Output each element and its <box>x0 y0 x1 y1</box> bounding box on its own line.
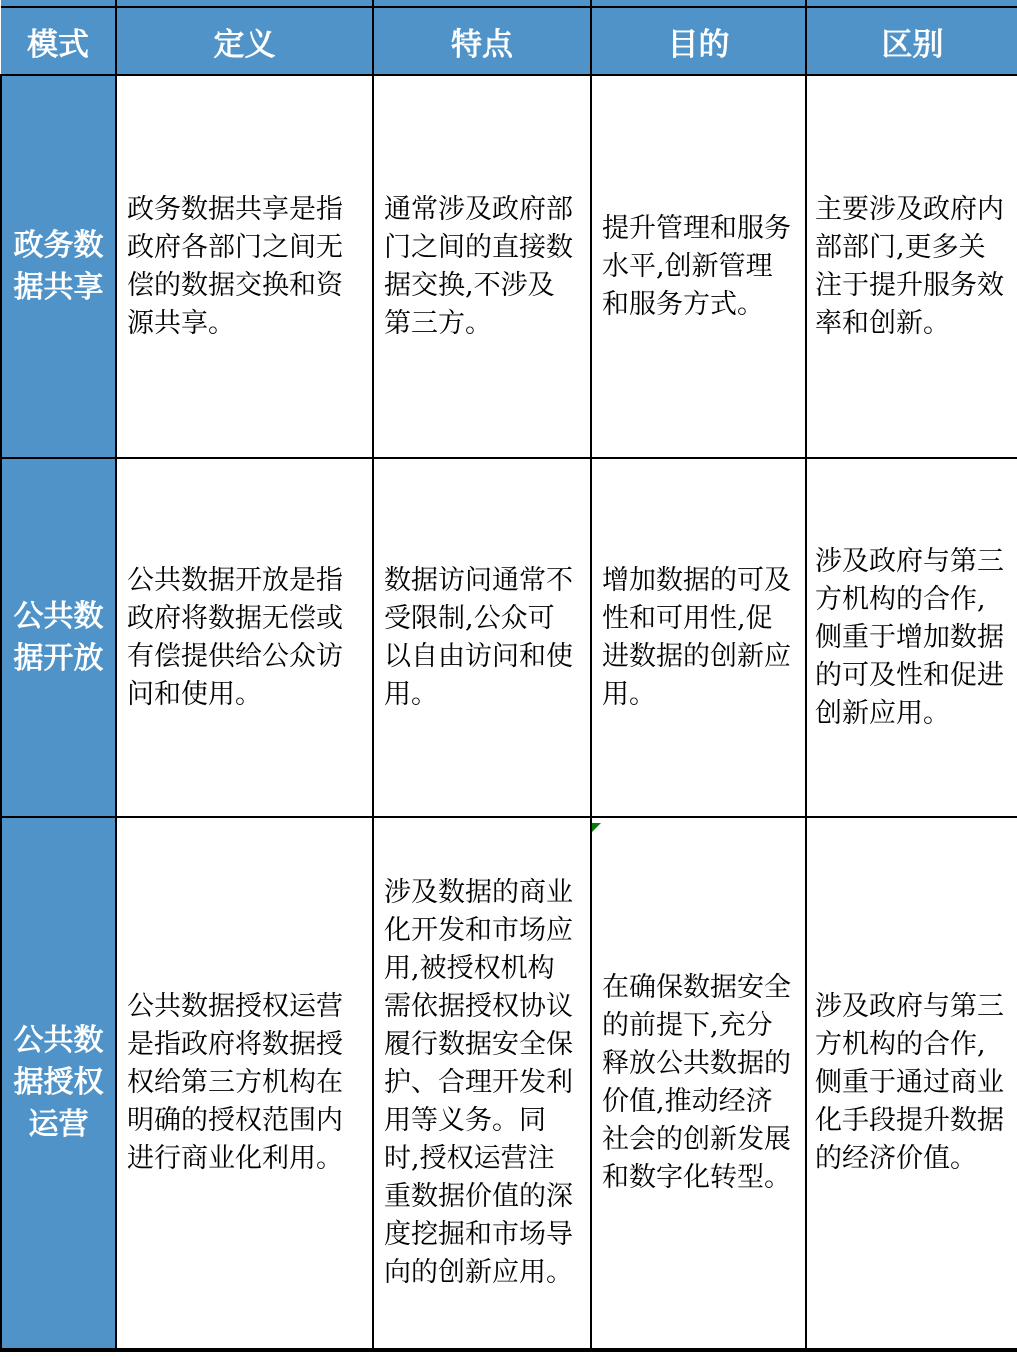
purpose-cell: 提升管理和服务水平,创新管理和服务方式。 <box>591 75 806 458</box>
header-cell-mode: 模式 <box>1 7 116 75</box>
features-cell: 涉及数据的商业化开发和市场应用,被授权机构需依据授权协议履行数据安全保护、合理开发利用等义务。同时,授权运营注重数据价值的深度挖掘和市场导向的创新应用。 <box>373 817 591 1350</box>
header-cell-difference: 区别 <box>806 7 1017 75</box>
difference-cell: 涉及政府与第三方机构的合作,侧重于通过商业化手段提升数据的经济价值。 <box>806 817 1017 1350</box>
top-strip-row <box>1 0 1017 7</box>
green-corner-indicator-icon <box>592 823 601 832</box>
top-strip-cell <box>806 0 1017 7</box>
header-cell-purpose: 目的 <box>591 7 806 75</box>
definition-cell: 公共数据开放是指政府将数据无偿或有偿提供给公众访问和使用。 <box>116 458 373 817</box>
features-cell: 数据访问通常不受限制,公众可以自由访问和使用。 <box>373 458 591 817</box>
top-strip-cell <box>373 0 591 7</box>
table-row-public-data-authorized-operation <box>1 817 1017 1350</box>
features-cell: 通常涉及政府部门之间的直接数据交换,不涉及第三方。 <box>373 75 591 458</box>
purpose-cell: 增加数据的可及性和可用性,促进数据的创新应用。 <box>591 458 806 817</box>
difference-cell: 涉及政府与第三方机构的合作,侧重于增加数据的可及性和促进创新应用。 <box>806 458 1017 817</box>
purpose-cell: 在确保数据安全的前提下,充分释放公共数据的价值,推动经济社会的创新发展和数字化转型。 <box>591 817 806 1350</box>
table-row-gov-data-sharing <box>1 75 1017 458</box>
header-row <box>1 7 1017 75</box>
top-strip-cell <box>116 0 373 7</box>
mode-cell: 公共数据授权运营 <box>1 817 116 1350</box>
definition-cell: 公共数据授权运营是指政府将数据授权给第三方机构在明确的授权范围内进行商业化利用。 <box>116 817 373 1350</box>
mode-cell: 公共数据开放 <box>1 458 116 817</box>
table-row-public-data-open <box>1 458 1017 817</box>
header-cell-definition: 定义 <box>116 7 373 75</box>
mode-cell: 政务数据共享 <box>1 75 116 458</box>
top-strip-cell <box>591 0 806 7</box>
top-strip-cell <box>1 0 116 7</box>
definition-cell: 政务数据共享是指政府各部门之间无偿的数据交换和资源共享。 <box>116 75 373 458</box>
header-cell-features: 特点 <box>373 7 591 75</box>
difference-cell: 主要涉及政府内部部门,更多关注于提升服务效率和创新。 <box>806 75 1017 458</box>
